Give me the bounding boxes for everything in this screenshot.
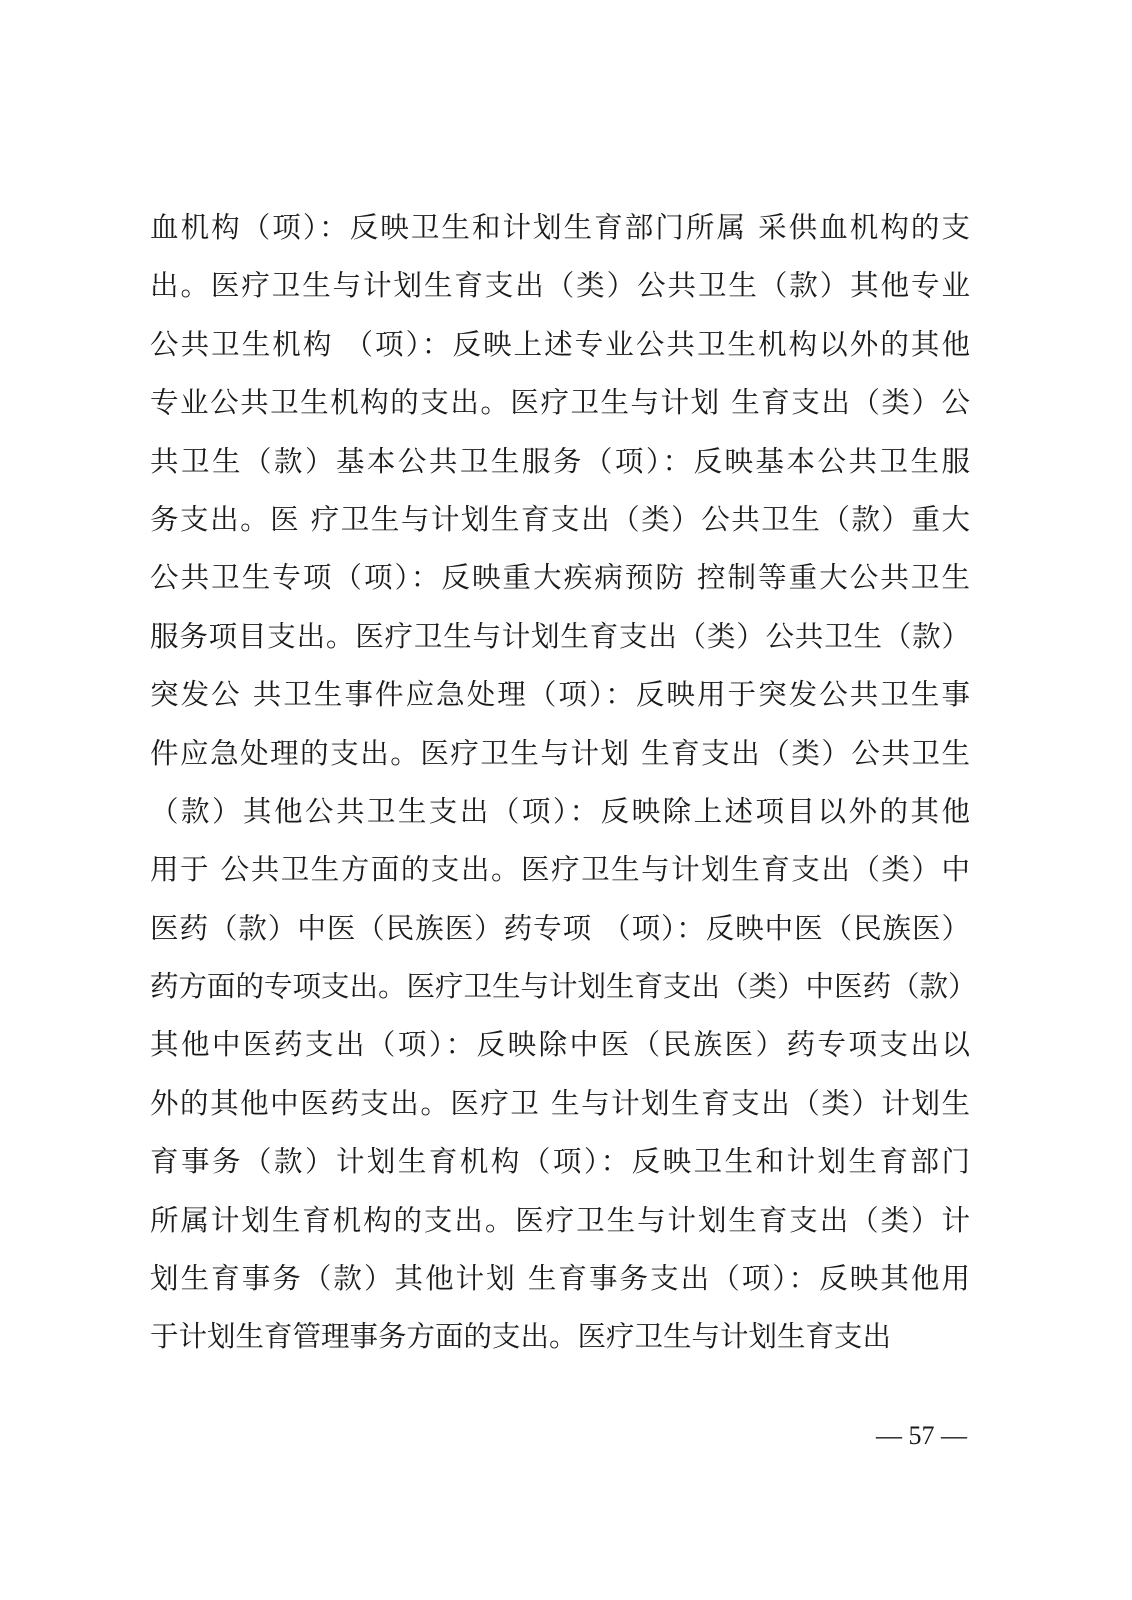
text-line: 育事务（款）计划生育机构（项）：反映卫生和计划生育部门 [150,1145,970,1179]
text-line: 血机构（项）：反映卫生和计划生育部门所属 采供血机构的支 [150,211,970,244]
text-line: 其他中医药支出（项）：反映除中医（民族医）药专项支出以 [150,1028,970,1062]
text-line: 所属计划生育机构的支出。医疗卫生与计划生育支出（类）计 [150,1203,970,1237]
text-line: 医药（款）中医（民族医）药专项 （项）：反映中医（民族医） [150,911,970,945]
text-line: 公共卫生机构 （项）：反映上述专业公共卫生机构以外的其他 [150,327,970,361]
text-line: 专业公共卫生机构的支出。医疗卫生与计划 生育支出（类）公 [150,386,970,420]
text-line: （款）其他公共卫生支出（项）：反映除上述项目以外的其他 [150,794,970,828]
text-line: 于计划生育管理事务方面的支出。医疗卫生与计划生育支出 [150,1320,892,1354]
text-line: 外的其他中医药支出。医疗卫 生与计划生育支出（类）计划生 [150,1086,970,1120]
text-line: 共卫生（款）基本公共卫生服务（项）：反映基本公共卫生服 [150,444,970,478]
text-line: 用于 公共卫生方面的支出。医疗卫生与计划生育支出（类）中 [150,853,970,887]
page-number: — 57 — [876,1421,967,1450]
text-line: 公共卫生专项（项）：反映重大疾病预防 控制等重大公共卫生 [150,561,970,595]
text-line: 突发公 共卫生事件应急处理（项）：反映用于突发公共卫生事 [150,678,970,712]
text-line: 划生育事务（款）其他计划 生育事务支出（项）：反映其他用 [150,1262,970,1296]
text-line: 务支出。医 疗卫生与计划生育支出（类）公共卫生（款）重大 [150,502,970,536]
text-line: 药方面的专项支出。医疗卫生与计划生育支出（类）中医药（款） [150,970,977,1004]
body-text [150,199,977,1367]
text-line: 出。医疗卫生与计划生育支出（类）公共卫生（款）其他专业 [150,269,970,303]
text-line: 件应急处理的支出。医疗卫生与计划 生育支出（类）公共卫生 [150,736,970,770]
text-line: 服务项目支出。医疗卫生与计划生育支出（类）公共卫生（款） [150,619,970,653]
